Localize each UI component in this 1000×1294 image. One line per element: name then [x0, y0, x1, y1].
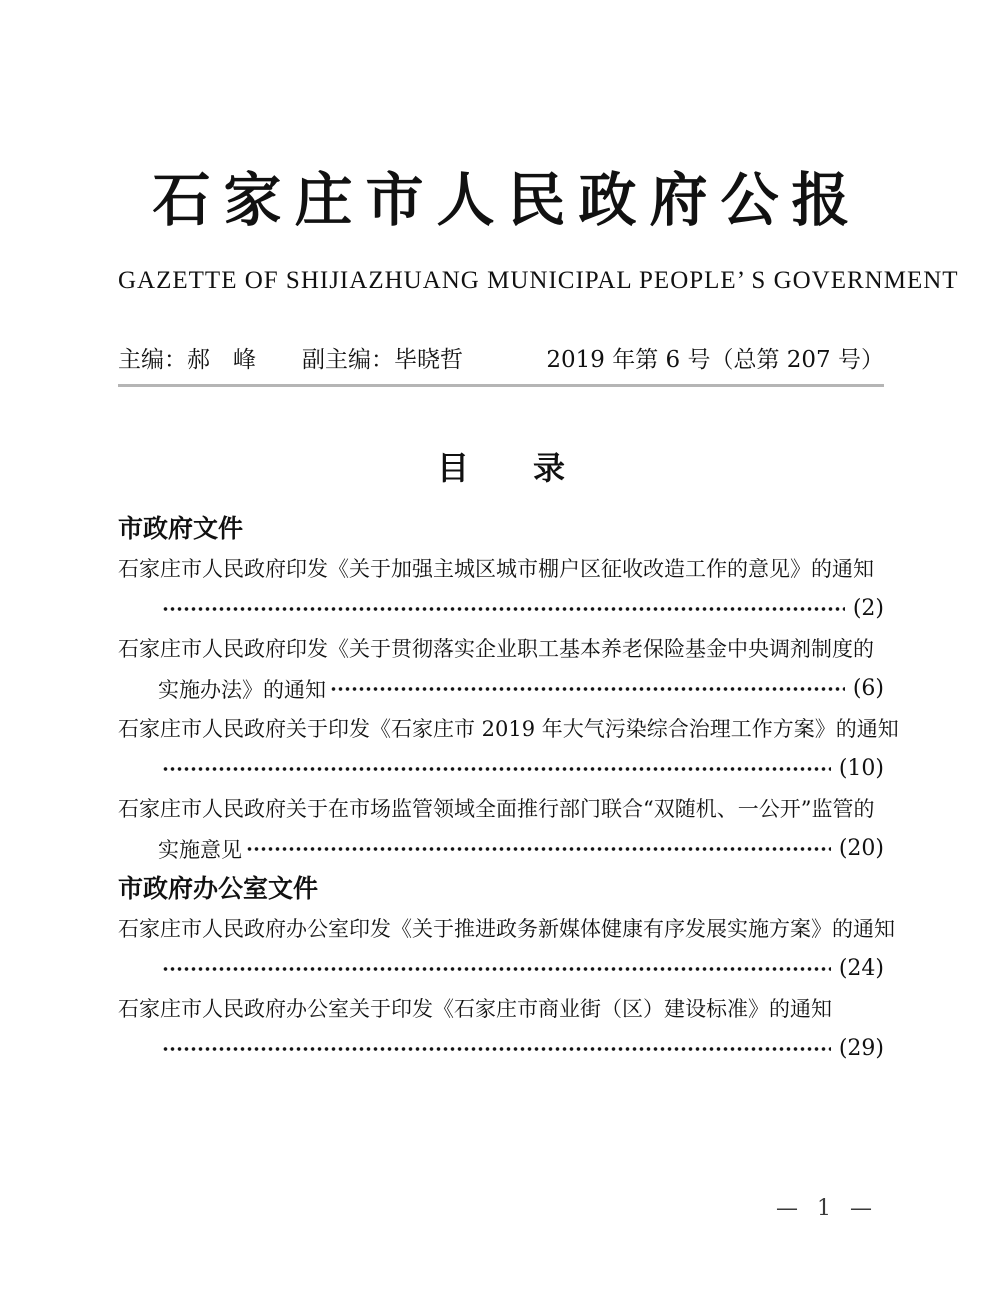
toc-page-number: (29): [838, 1036, 884, 1062]
toc-page-number: (2): [852, 596, 884, 622]
toc-item-title: 石家庄市人民政府关于在市场监管领域全面推行部门联合“双随机、一公开”监管的: [118, 796, 875, 821]
divider-rule: [118, 384, 884, 387]
page-number-footer: — 1 —: [776, 1196, 872, 1221]
toc-page-number: (10): [838, 756, 884, 782]
toc-page-number: (24): [838, 956, 884, 982]
dot-leader: [162, 965, 831, 973]
toc-item-title: 石家庄市人民政府印发《关于加强主城区城市棚户区征收改造工作的意见》的通知: [118, 556, 874, 581]
dot-leader: [246, 845, 831, 853]
issue-number: 2019 年第 6 号（总第 207 号）: [546, 346, 884, 373]
section-heading-government-office-documents: 市政府办公室文件: [118, 873, 319, 903]
toc-item-title: 石家庄市人民政府印发《关于贯彻落实企业职工基本养老保险基金中央调剂制度的: [118, 636, 874, 661]
dot-leader: [162, 765, 831, 773]
toc-item-continuation: 实施意见: [158, 837, 242, 862]
toc-title: 目 录: [436, 448, 565, 487]
editors-line: 主编：郝 峰 副主编：毕晓哲: [118, 346, 463, 373]
editor-issue-row: [118, 346, 884, 374]
toc-page-number: (20): [838, 836, 884, 862]
dot-leader: [162, 605, 845, 613]
toc-item: [118, 709, 899, 789]
toc-item-title: 石家庄市人民政府办公室印发《关于推进政务新媒体健康有序发展实施方案》的通知: [118, 916, 895, 941]
section-heading-municipal-government-documents: 市政府文件: [118, 513, 244, 543]
toc-item: [118, 549, 884, 629]
dot-leader: [330, 685, 845, 693]
toc-list: [118, 509, 899, 1069]
toc-item: [118, 789, 884, 869]
page-title-english: GAZETTE OF SHIJIAZHUANG MUNICIPAL PEOPLE’ S GOVERNMENT: [118, 266, 959, 294]
toc-item-title: 石家庄市人民政府关于印发《石家庄市 2019 年大气污染综合治理工作方案》的通知: [118, 716, 899, 741]
toc-item-continuation: 实施办法》的通知: [158, 677, 326, 702]
toc-item: [118, 629, 884, 709]
dot-leader: [162, 1045, 831, 1053]
toc-page-number: (6): [852, 676, 884, 702]
toc-item-title: 石家庄市人民政府办公室关于印发《石家庄市商业街（区）建设标准》的通知: [118, 996, 832, 1021]
toc-item: [118, 909, 895, 989]
page-title: 石家庄市人民政府公报: [152, 166, 863, 234]
toc-item: [118, 989, 884, 1069]
